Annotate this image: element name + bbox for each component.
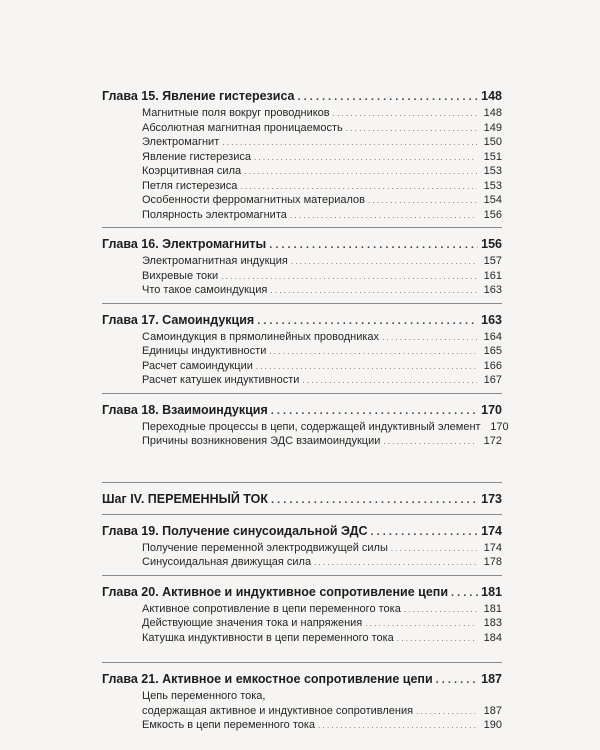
toc-item[interactable] — [142, 359, 502, 374]
dot-leader — [221, 270, 477, 285]
toc-item-title: Расчет катушек индуктивности — [142, 374, 300, 386]
toc-item-page: 187 — [483, 704, 502, 717]
chapter-title: Глава 21. Активное и емкостное сопротивление цепи — [102, 672, 433, 686]
toc-item[interactable] — [142, 602, 502, 617]
dot-leader — [318, 719, 477, 734]
toc-item-title: Расчет самоиндукции — [142, 359, 253, 372]
toc-item[interactable] — [142, 555, 502, 570]
chapter-title: Глава 19. Получение синусоидальной ЭДС — [102, 523, 368, 538]
dot-leader — [404, 603, 477, 618]
dot-leader — [298, 87, 479, 107]
toc-item-title: Синусоидальная движущая сила — [142, 556, 312, 568]
toc-item-title: Вихревые токи — [142, 269, 219, 282]
toc-item-title: Магнитные поля вокруг проводников — [142, 107, 330, 119]
dot-leader — [240, 180, 477, 195]
dot-leader — [257, 311, 478, 331]
toc-item[interactable] — [142, 208, 502, 223]
toc-item-title: Коэрцитивная сила — [142, 165, 242, 177]
dot-leader — [365, 617, 477, 632]
toc-item-title: Действующие значения тока и напряжения — [142, 617, 363, 629]
dot-leader — [302, 374, 477, 389]
dot-leader — [254, 151, 477, 166]
toc-item-title: Что такое самоиндукция — [142, 284, 268, 296]
dot-leader — [291, 255, 477, 270]
dot-leader — [269, 345, 477, 360]
toc-item[interactable] — [142, 135, 502, 150]
toc-item[interactable] — [142, 283, 502, 298]
toc-item[interactable] — [142, 164, 502, 179]
dot-leader — [270, 284, 477, 299]
toc-item[interactable] — [142, 106, 502, 121]
toc-item[interactable] — [142, 269, 502, 284]
section-divider — [102, 662, 502, 663]
toc-item-page: 178 — [483, 556, 502, 568]
chapter-19-entry[interactable] — [102, 521, 502, 541]
dot-leader — [290, 209, 477, 224]
chapter-16-entry[interactable] — [102, 234, 502, 254]
dot-leader — [256, 360, 477, 375]
toc-item[interactable] — [142, 541, 502, 556]
chapter-18-entry[interactable] — [102, 400, 502, 420]
toc-item-page: 154 — [483, 194, 502, 206]
toc-item-page: 174 — [483, 541, 502, 554]
toc-item-title: Петля гистерезиса — [142, 179, 238, 192]
dot-leader — [436, 670, 478, 690]
dot-leader — [314, 556, 477, 571]
toc-item-page: 151 — [483, 150, 502, 163]
chapter-page: 181 — [481, 584, 502, 599]
toc-item-title: Самоиндукция в прямолинейных проводниках — [142, 330, 380, 343]
chapter-title: Глава 15. Явление гистерезиса — [102, 89, 295, 103]
chapter-20-entry[interactable] — [102, 582, 502, 602]
chapter-17-entry[interactable] — [102, 310, 502, 330]
toc-item[interactable] — [142, 254, 502, 269]
chapter-page: 156 — [481, 237, 502, 251]
toc-item-page: 190 — [483, 719, 502, 731]
chapter-page: 170 — [481, 402, 502, 417]
toc-item-first-line[interactable]: Цепь переменного тока, — [142, 690, 266, 702]
section-divider — [102, 303, 502, 304]
part-4-entry[interactable] — [102, 489, 502, 509]
dot-leader — [269, 235, 478, 255]
dot-leader — [416, 705, 477, 720]
chapter-15-entry[interactable] — [102, 86, 502, 106]
chapter-title: Глава 18. Взаимоиндукция — [102, 402, 268, 417]
toc-item-title: Полярность электромагнита — [142, 208, 287, 221]
toc-item-title: Электромагнит — [142, 136, 220, 148]
toc-item-page: 156 — [483, 208, 502, 221]
toc-item[interactable] — [142, 150, 502, 165]
toc-item-title: Электромагнитная индукция — [142, 255, 288, 267]
toc-item-title: Катушка индуктивности в цепи переменного тока — [142, 631, 394, 644]
toc-item-page: 161 — [483, 269, 502, 282]
dot-leader — [371, 522, 479, 542]
section-divider — [102, 514, 502, 515]
toc-item-title: Единицы индуктивности — [142, 345, 267, 357]
toc-item-title: Емкость в цепи переменного тока — [142, 719, 316, 731]
dot-leader — [222, 136, 477, 151]
dot-leader — [451, 583, 478, 603]
chapter-21-entry[interactable] — [102, 669, 502, 689]
dot-leader — [383, 435, 477, 450]
chapter-page: 174 — [481, 523, 502, 538]
toc-item-title: Переходные процессы в цепи, содержащей индуктивный элемент — [142, 420, 481, 433]
toc-item-page: 167 — [483, 374, 502, 386]
section-divider — [102, 227, 502, 228]
toc-item[interactable] — [142, 718, 502, 733]
dot-leader — [391, 542, 477, 557]
part-title: Шаг IV. ПЕРЕМЕННЫЙ ТОК — [102, 491, 268, 506]
table-of-contents — [102, 86, 509, 733]
toc-item-page: 172 — [483, 435, 502, 447]
toc-item[interactable] — [142, 373, 502, 388]
toc-item[interactable] — [142, 344, 502, 359]
toc-item-page: 153 — [483, 179, 502, 192]
dot-leader — [271, 490, 478, 510]
toc-item[interactable] — [142, 193, 502, 208]
toc-item-page: 148 — [483, 107, 502, 119]
dot-leader — [368, 194, 477, 209]
toc-item-page: 149 — [483, 121, 502, 134]
toc-item-page: 164 — [483, 330, 502, 343]
toc-item-page: 163 — [483, 284, 502, 296]
chapter-title: Глава 16. Электромагниты — [102, 237, 267, 251]
toc-item-title: содержащая активное и индуктивное сопротивления — [142, 704, 414, 717]
chapter-title: Глава 20. Активное и индуктивное сопротивление цепи — [102, 584, 449, 599]
toc-item[interactable] — [142, 330, 502, 345]
dot-leader — [333, 107, 477, 122]
toc-item-page: 157 — [483, 255, 502, 267]
toc-item[interactable] — [142, 631, 502, 646]
toc-item-title: Явление гистерезиса — [142, 150, 251, 163]
toc-item-title: Особенности ферромагнитных материалов — [142, 194, 365, 206]
toc-item[interactable] — [142, 420, 509, 435]
toc-item-title: Абсолютная магнитная проницаемость — [142, 121, 343, 134]
toc-item-page: 166 — [483, 359, 502, 372]
section-divider — [102, 575, 502, 576]
toc-item-page: 183 — [483, 617, 502, 629]
dot-leader — [346, 122, 477, 137]
chapter-page: 187 — [481, 672, 502, 686]
chapter-page: 163 — [481, 312, 502, 327]
toc-item-page: 181 — [483, 602, 502, 615]
section-divider — [102, 393, 502, 394]
toc-item-page: 184 — [483, 631, 502, 644]
chapter-title: Глава 17. Самоиндукция — [102, 312, 255, 327]
toc-item-page: 150 — [483, 136, 502, 148]
toc-item[interactable] — [142, 121, 502, 136]
chapter-page: 148 — [481, 89, 502, 103]
toc-item[interactable] — [142, 434, 502, 449]
toc-item-title: Получение переменной электродвижущей силы — [142, 541, 388, 554]
toc-item-title: Активное сопротивление в цепи переменного тока — [142, 602, 401, 615]
section-divider — [102, 482, 502, 483]
toc-item[interactable] — [142, 704, 502, 719]
dot-leader — [397, 632, 477, 647]
toc-item-page: 170 — [490, 420, 509, 433]
toc-item[interactable] — [142, 179, 502, 194]
toc-item-page: 153 — [483, 165, 502, 177]
toc-item-page: 165 — [483, 345, 502, 357]
toc-item-title: Причины возникновения ЭДС взаимоиндукции — [142, 435, 381, 447]
part-page: 173 — [481, 491, 502, 506]
toc-item[interactable] — [142, 616, 502, 631]
dot-leader — [244, 165, 477, 180]
dot-leader — [382, 331, 477, 346]
dot-leader — [271, 401, 478, 421]
